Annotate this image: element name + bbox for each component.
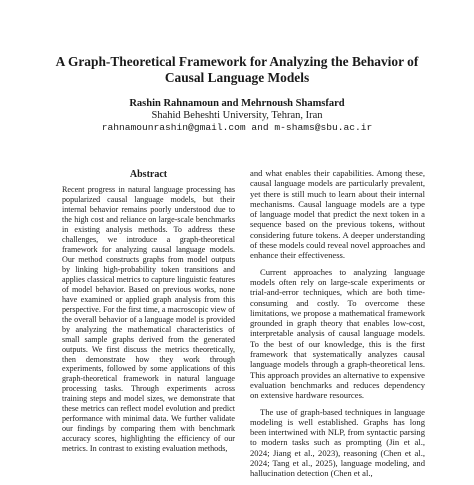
affiliation: Shahid Beheshti University, Tehran, Iran	[151, 110, 323, 121]
paper-title: A Graph-Theoretical Framework for Analyzing the Behavior of Causal Language Models	[55, 54, 419, 85]
author-emails: rahnamounrashin@gmail.com and m-shams@sbu.ac.ir	[101, 122, 373, 133]
abstract-heading: Abstract	[129, 169, 168, 180]
left-column	[62, 168, 235, 454]
abstract-text: Recent progress in natural language processing has popularized causal language models, but their internal behavior remains poorly understood due to the high cost and reliance on large-scale benchmarks in existing analysis methods. To address these challenges, we introduce a graph-theoretical framework for analyzing causal language models. Our method constructs graphs from model outputs by linking high-probability token transitions and applies classical metrics to capture linguistic features of model behavior. Based on previous works, none have examined or applied graph analysis from this perspective. For the first time, a macroscopic view of the overall behavior of a language model is provided by analyzing the mathematical characteristics of small sample graphs derived from the generated outputs. We first discuss the metrics theoretically, then demonstrate how they work through experiments, followed by some applications of this graph-theoretical framework in natural language processing tasks. Through experiments across training steps and model sizes, we demonstrate that these metrics can reflect model evolution and predict performance with minimal data. We further validate our findings by comparing them with benchmark accuracy scores, highlighting the efficiency of our metrics. In contrast to existing evaluation methods,	[62, 185, 235, 454]
author-names: Rashin Rahnamoun and Mehrnoush Shamsfard	[129, 98, 345, 109]
author-block	[40, 98, 434, 134]
body-paragraph: and what enables their capabilities. Among these, causal language models are particularly prevalent, yet there is still much to learn about their internal mechanisms. Causal language models are a type of language model that predict the next token in a sequence based on the previous tokens, without considering future tokens. A deeper understanding of these models could reveal novel approaches and enhance their effectiveness.	[250, 168, 425, 261]
body-paragraph: The use of graph-based techniques in language modeling is well established. Graphs has long been intertwined with NLP, from syntactic parsing to modern tasks such as prompting (Jin et al., 2024; Jiang et al., 2023), reasoning (Chen et al., 2024; Tang et al., 2025), language modeling, and hallucination detection (Chen et al.,	[250, 406, 425, 479]
body-paragraph: Current approaches to analyzing language models often rely on large-scale experiments or trial-and-error techniques, which are both time-consuming and costly. To overcome these limitations, we propose a mathematical framework grounded in graph theory that enables low-cost, interpretable analysis of causal language models. To the best of our knowledge, this is the first framework that systematically analyzes causal language models through a graph-theoretical lens. This approach provides an alternative to expensive evaluation benchmarks and reduces dependency on extensive hardware resources.	[250, 266, 425, 401]
right-column	[250, 168, 425, 485]
